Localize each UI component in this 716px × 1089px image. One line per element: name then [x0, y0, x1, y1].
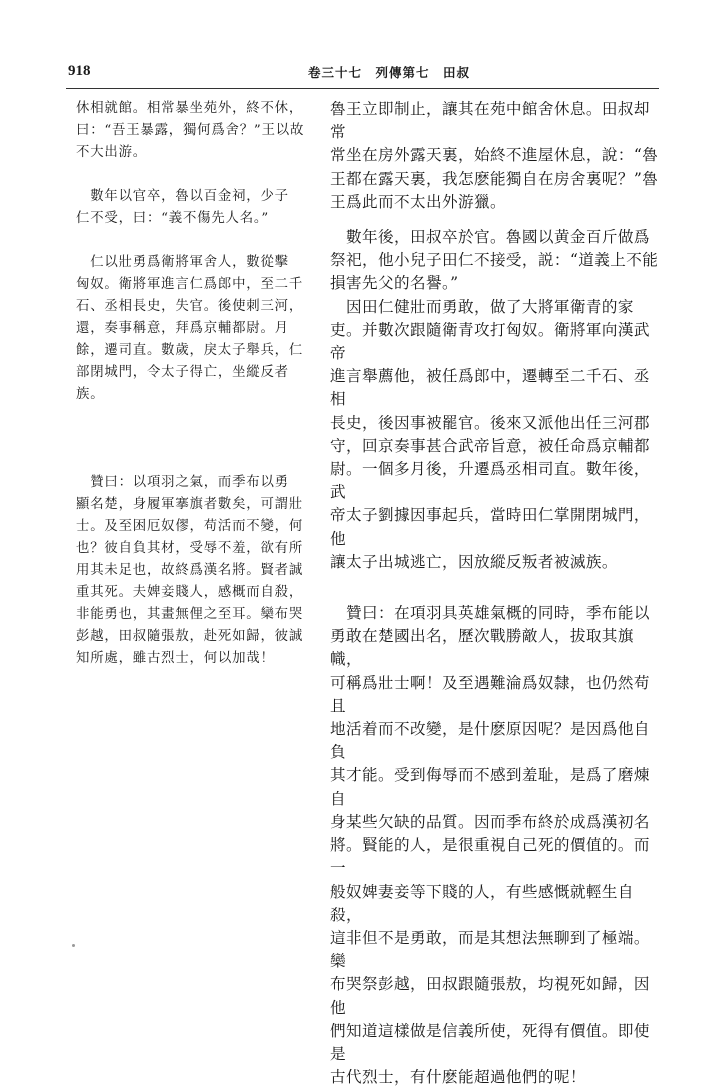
left-paragraph-3: 仁以壯勇爲衛將軍舍人，數從擊 匈奴。衛將軍進言仁爲郎中，至二千 石、丞相長史，失官。後使刺三河， 還，奏事稱意，拜爲京輔都尉。月 餘，遷司直。數歲，戾太子舉兵，仁 部閉城門，令太子得亡，坐縱反者 族。: [76, 255, 304, 402]
paragraph-gap: [330, 214, 660, 226]
right-paragraph-2: 數年後，田叔卒於官。魯國以黄金百斤做爲 祭祀，他小兒子田仁不接受，説：“道義上不能 損害先父的名譽。”: [330, 228, 659, 293]
paragraph-gap: [76, 230, 326, 252]
right-paragraph-4: 贊曰：在項羽具英雄氣概的同時，季布能以 勇敢在楚國出名，歷次戰勝敵人，拔取其旗幟， 可稱爲壯士啊！及至遇難淪爲奴隸，也仍然苟且 地活着而不改變，是什麽原因呢？是因爲他自負 其才能。受到侮辱而不感到羞耻，是爲了磨煉自 身某些欠缺的品質。因而季布終於成爲漢初名 將。賢能的人，是很重視自己死的價值的。而一 般奴婢妻妾等下賤的人，有些感慨就輕生自殺， 這非但不是勇敢，而是其想法無聊到了極端。欒 布哭祭彭越，田叔跟隨張敖，均視死如歸，因他 們知道這樣做是信義所使，死得有價值。即使是 古代烈士，有什麽能超過他們的呢！: [330, 604, 650, 1087]
header-rule: [66, 88, 659, 89]
left-paragraph-4: 贊曰：以項羽之氣，而季布以勇 顯名楚，身履軍搴旗者數矣，可謂壯 士。及至困厄奴僇，苟活而不變，何 也？彼自負其材，受辱不羞，欲有所 用其未足也，故終爲漢名將。賢者誠 重其死。夫婢妾賤人，感概而自殺， 非能勇也，其畫無俚之至耳。欒布哭 彭越，田叔隨張敖，赴死如歸，彼誠 知所處，雖古烈士，何以加哉！: [76, 475, 304, 666]
running-head: 卷三十七 列傳第七 田叔: [308, 65, 471, 80]
paragraph-gap: [330, 574, 660, 602]
right-paragraph-1: 魯王立即制止，讓其在苑中館舍休息。田叔却常 常坐在房外露天裏，始終不進屋休息，說：“魯 王都在露天裏，我怎麽能獨自在房舍裏呢？”魯 王爲此而不太出外游獵。: [330, 100, 659, 211]
left-paragraph-1: 休相就館。相常暴坐苑外，終不休， 曰：“吾王暴露，獨何爲舍？”王以故 不大出游。: [76, 101, 305, 160]
left-paragraph-2: 數年以官卒，魯以百金祠，少子 仁不受，曰：“義不傷先人名。”: [76, 189, 289, 226]
right-paragraph-3: 因田仁健壯而勇敢，做了大將軍衛青的家 吏。并數次跟隨衛青攻打匈奴。衛將軍向漢武帝 進言舉薦他，被任爲郎中，遷轉至二千石、丞相 長史，後因事被罷官。後來又派他出任三河郡 守，回京奏事甚合武帝旨意，被任命爲京輔都 尉。一個多月後，升遷爲丞相司直。數年後，武 帝太子劉據因事起兵，當時田仁掌開閉城門，他 讓太子出城逃亡，因放縱反叛者被滅族。: [330, 297, 650, 571]
footer-dot: [72, 944, 75, 947]
left-column-classical-text: [76, 98, 326, 670]
right-column-modern-translation: [330, 98, 660, 1089]
paragraph-gap: [76, 406, 326, 472]
page-number: 918: [68, 63, 91, 79]
paragraph-gap: [76, 164, 326, 186]
